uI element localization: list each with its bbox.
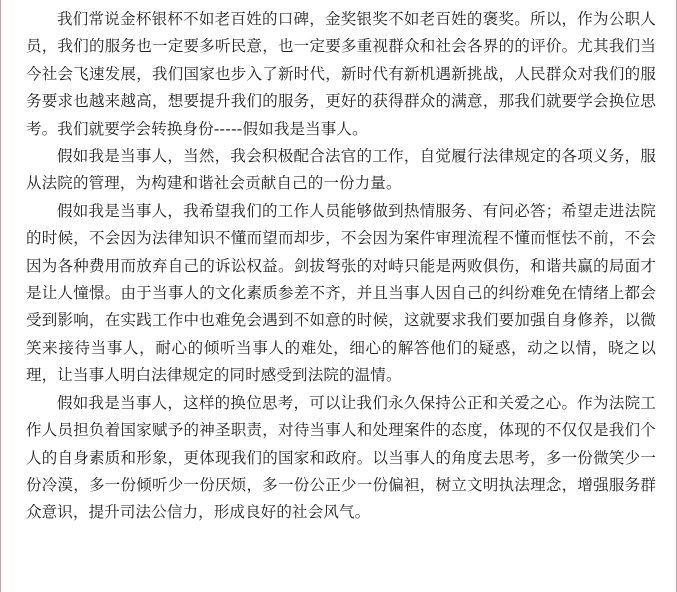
paragraph-1: 我们常说金杯银杯不如老百姓的口碑，金奖银奖不如老百姓的褒奖。所以，作为公职人员，我们的服务也一定要多听民意，也一定要多重视群众和社会各界的的评价。尤其我们当今社会飞速发展，我们国家也步入了新时代，新时代有新机遇新挑战，人民群众对我们的服务要求也越来越高，想要提升我们的服务，更好的获得群众的满意，那我们就要学会换位思考。我们就要学会转换身份-----假如我是当事人。 [26,10,656,138]
paragraph-2: 假如我是当事人，当然，我会积极配合法官的工作，自觉履行法律规定的各项义务，服从法院的管理，为构建和谐社会贡献自己的一份力量。 [26,147,656,193]
paragraph-3: 假如我是当事人，我希望我们的工作人员能够做到热情服务、有问必答；希望走进法院的时候，不会因为法律知识不懂而望而却步，不会因为案件审理流程不懂而恇怯不前，不会因为各种费用而放弃自己的诉讼权益。剑拔弩张的对峙只能是两败俱伤，和谐共赢的局面才是让人憧憬。由于当事人的文化素质参差不齐，并且当事人因自己的纠纷难免在情绪上都会受到影响，在实践工作中也难免会遇到不如意的时候，这就要求我们要加强自身修养，以微笑来接待当事人，耐心的倾听当事人的难处，细心的解答他们的疑惑，动之以情，晓之以理，让当事人明白法律规定的同时感受到法院的温情。 [26,201,656,385]
paragraph-4: 假如我是当事人，这样的换位思考，可以让我们永久保持公正和关爱之心。作为法院工作人员担负着国家赋予的神圣职责，对待当事人和处理案件的态度，体现的不仅仅是我们个人的自身素质和形象，更体现我们的国家和政府。以当事人的角度去思考，多一份微笑少一份冷漠，多一份倾听少一份厌烦，多一份公正少一份偏袒，树立文明执法理念，增强服务群众意识，提升司法公信力，形成良好的社会风气。 [26,393,656,522]
article-body [26,6,656,527]
